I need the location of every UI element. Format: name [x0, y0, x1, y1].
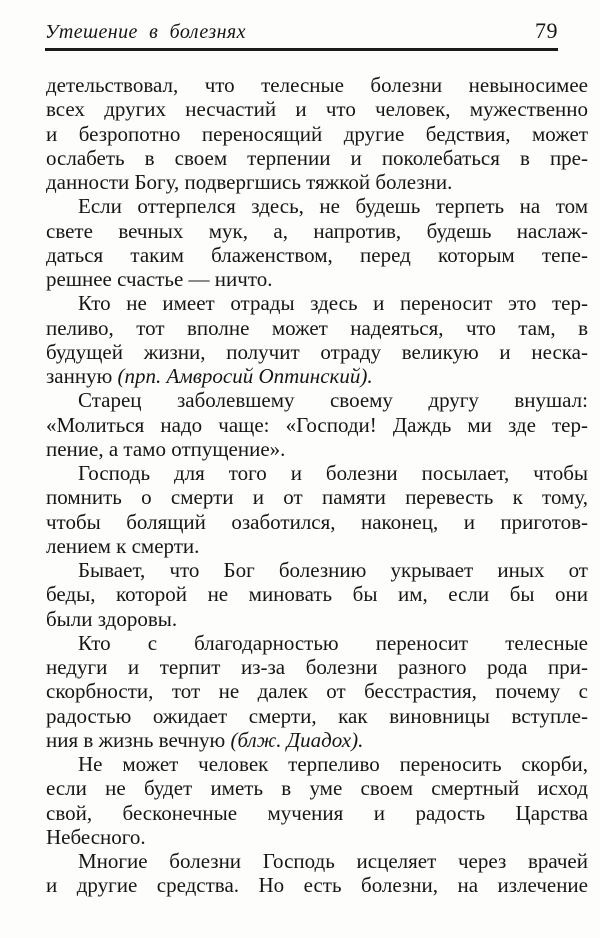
text-line: [46, 582, 588, 606]
text-segment: Кто с благодарностью переносит телесные: [78, 630, 588, 655]
text-line: [46, 316, 588, 340]
page-body: [46, 73, 588, 898]
text-segment: Кто не имеет отрады здесь и переносит это тер-: [78, 291, 588, 316]
text-segment: ния в жизнь вечную: [46, 727, 231, 752]
text-segment: Небесного.: [46, 824, 146, 849]
text-segment: и другие средства. Но есть болезни, на излечение: [46, 873, 588, 898]
text-line: [46, 655, 588, 679]
text-segment: Если оттерпелся здесь, не будешь терпеть на том: [78, 194, 588, 219]
text-line: [46, 97, 588, 121]
text-segment: решнее счастье — ничто.: [46, 267, 273, 291]
text-line: [46, 510, 588, 534]
source-attribution: (блж. Диадох).: [230, 727, 364, 752]
text-segment: занную: [46, 364, 118, 388]
text-segment: ослабеть в своем терпении и поколебаться в пре-: [46, 145, 588, 170]
text-line: [46, 340, 588, 364]
text-segment: пеливо, тот вполне может надеяться, что там, в: [46, 315, 588, 340]
running-header: [45, 18, 558, 44]
text-line: [46, 728, 588, 752]
text-segment: были здоровы.: [46, 606, 178, 631]
text-line: [46, 534, 588, 558]
running-header-title: Утешение в болезнях: [45, 21, 246, 43]
text-segment: Бывает, что Бог болезнию укрывает иных от: [78, 558, 588, 582]
text-line: [46, 752, 588, 776]
text-segment: даться таким блаженством, перед которым тепе-: [46, 242, 588, 267]
text-line: [46, 704, 588, 728]
text-line: [46, 679, 588, 703]
page-number: 79: [535, 18, 558, 43]
text-line: [46, 558, 588, 582]
text-segment: лением к смерти.: [46, 533, 200, 558]
text-segment: если не будет иметь в уме своем смертный исход: [46, 776, 588, 801]
text-line: [46, 607, 588, 631]
text-line: [46, 873, 588, 897]
text-line: [46, 413, 588, 437]
text-segment: Многие болезни Господь исцеляет через врачей: [78, 849, 588, 873]
text-segment: недуги и терпит из-за болезни разного рода при-: [46, 655, 588, 679]
text-line: [46, 776, 588, 800]
text-segment: пение, а тамо отпущение».: [46, 436, 286, 461]
text-segment: детельствовал, что телесные болезни невыносимее: [46, 73, 588, 97]
header-rule: [45, 48, 558, 51]
text-line: [46, 122, 588, 146]
text-line: [46, 388, 588, 412]
text-line: [46, 291, 588, 315]
text-line: [46, 461, 588, 485]
text-line: [46, 631, 588, 655]
text-segment: и безропотно переносящий другие бедствия, может: [46, 121, 588, 146]
source-attribution: (прп. Амвросий Оптинский).: [117, 364, 373, 388]
text-line: [46, 364, 588, 388]
text-segment: свой, бесконечные мучения и радость Царства: [46, 800, 588, 825]
text-line: [46, 485, 588, 509]
text-line: [46, 243, 588, 267]
text-segment: «Молиться надо чаще: «Господи! Даждь ми зде тер-: [46, 412, 588, 437]
text-segment: свете вечных мук, а, напротив, будешь наслаж-: [46, 218, 588, 243]
text-segment: скорбности, тот не далек от бесстрастия, почему с: [46, 679, 588, 704]
text-segment: Господь для того и болезни посылает, чтобы: [78, 461, 588, 485]
text-segment: Не может человек терпеливо переносить скорби,: [78, 752, 588, 776]
text-line: [46, 849, 588, 873]
text-line: [46, 267, 588, 291]
text-segment: всех других несчастий и что человек, мужественно: [46, 97, 588, 122]
text-segment: помнить о смерти и от памяти перевесть к тому,: [46, 485, 588, 510]
text-line: [46, 170, 588, 194]
text-line: [46, 194, 588, 218]
text-segment: чтобы болящий озаботился, наконец, и приготов-: [46, 509, 588, 534]
text-line: [46, 801, 588, 825]
text-segment: радостью ожидает смерти, как виновницы вступле-: [46, 703, 588, 728]
text-segment: беды, которой не миновать бы им, если бы они: [46, 582, 588, 607]
text-line: [46, 825, 588, 849]
text-line: [46, 146, 588, 170]
text-segment: Старец заболевшему своему другу внушал:: [78, 388, 588, 413]
text-line: [46, 437, 588, 461]
text-segment: будущей жизни, получит отраду великую и неска-: [46, 339, 588, 364]
text-line: [46, 73, 588, 97]
text-line: [46, 219, 588, 243]
text-segment: данности Богу, подвергшись тяжкой болезни.: [46, 170, 453, 194]
